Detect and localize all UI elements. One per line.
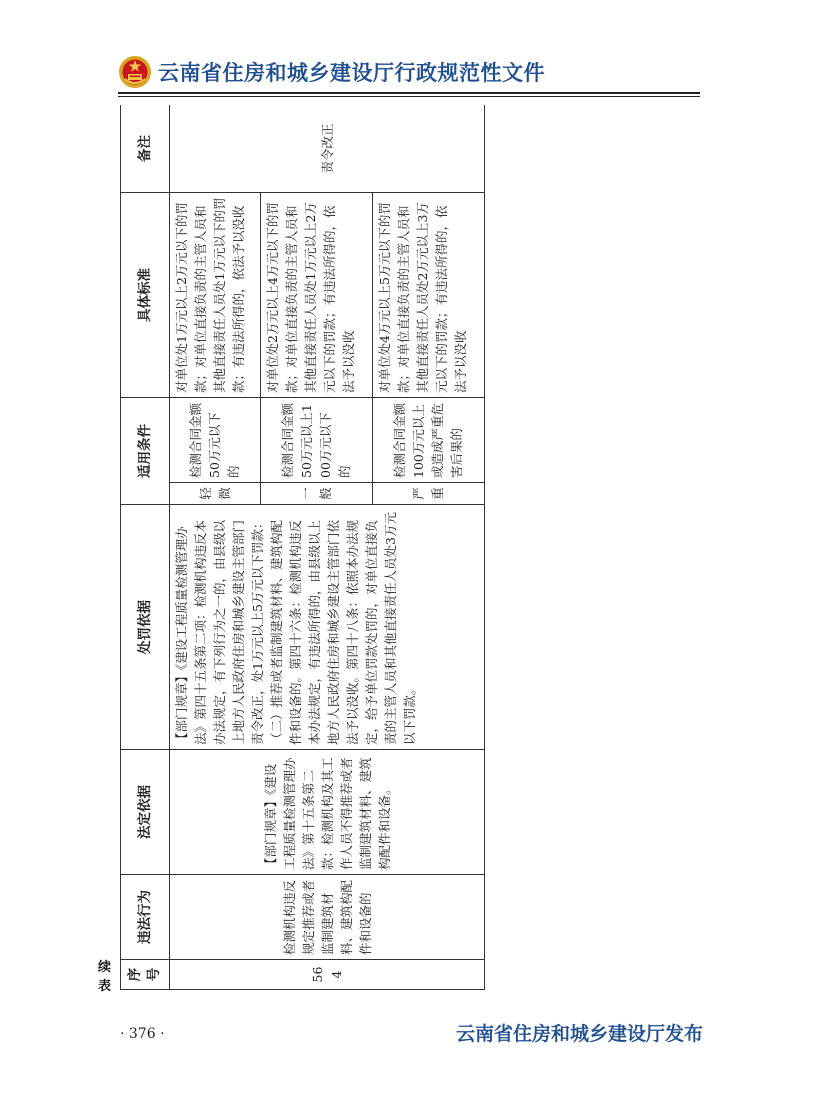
publisher-label: 云南省住房和城乡建设厅发布 bbox=[456, 1023, 704, 1045]
header-condition: 适用条件 bbox=[121, 398, 170, 505]
cell-penalty-basis: 【部门规章】《建设工程质量检测管理办法》第四十五条第二项：检测机构违反本办法规定，有下列行为之一的，由县级以上地方人民政府住房和城乡建设主管部门责令改正，处1万元以上5万元以下罚款：（二）推荐或者监制建筑材料、建筑构配件和设备的。第四十六条：检测机构违反本办法规定，有违法所得的，由县级以上地方人民政府住房和城乡建设主管部门依法予以没收。第四十八条：依照本办法规定，给予单位罚款处罚的，对单位直接负责的主管人员和其他直接责任人员处3万元以下罚款。 bbox=[170, 505, 485, 750]
cell-condition: 检测合同金额100万元以上或造成严重危害后果的 bbox=[372, 398, 484, 483]
rotated-table-container bbox=[120, 105, 485, 990]
table-continued-label bbox=[98, 956, 120, 994]
document-header bbox=[118, 52, 545, 92]
header-violation: 违法行为 bbox=[121, 875, 170, 960]
cell-seq: 564 bbox=[170, 960, 485, 990]
cell-standard: 对单位处4万元以上5万元以下的罚款；对单位直接负责的主管人员和其他直接责任人员处2万元以上3万元以下的罚款；有违法所得的，依法予以没收 bbox=[372, 193, 484, 398]
table-caption-char: 表 bbox=[98, 979, 112, 994]
cell-severity: 一般 bbox=[260, 483, 372, 505]
cell-remark: 责令改正 bbox=[170, 105, 485, 193]
header-penalty-basis: 处罚依据 bbox=[121, 505, 170, 750]
page-title: 云南省住房和城乡建设厅行政规范性文件 bbox=[158, 61, 545, 85]
penalty-table bbox=[120, 105, 485, 990]
cell-condition: 检测合同金额50万元以上100万元以下的 bbox=[260, 398, 372, 483]
cell-severity: 轻微 bbox=[170, 483, 261, 505]
header-rule bbox=[118, 92, 700, 94]
cell-condition: 检测合同金额50万元以下的 bbox=[170, 398, 261, 483]
cell-violation: 检测机构违反规定推荐或者监制建筑材料、建筑构配件和设备的 bbox=[170, 875, 485, 960]
table-header-row bbox=[121, 105, 170, 990]
header-legal-basis: 法定依据 bbox=[121, 750, 170, 875]
table-caption-char: 续 bbox=[98, 960, 112, 975]
cell-standard: 对单位处2万元以上4万元以下的罚款；对单位直接负责的主管人员和其他直接责任人员处1万元以上2万元以下的罚款；有违法所得的，依法予以没收 bbox=[260, 193, 372, 398]
cell-severity: 严重 bbox=[372, 483, 484, 505]
page-number: · 376 · bbox=[120, 1026, 165, 1042]
header-rule-thin bbox=[118, 96, 700, 97]
national-emblem-icon bbox=[118, 55, 152, 89]
header-standard: 具体标准 bbox=[121, 193, 170, 398]
header-remark: 备注 bbox=[121, 105, 170, 193]
cell-standard: 对单位处1万元以上2万元以下的罚款；对单位直接负责的主管人员和其他直接责任人员处1万元以下的罚款；有违法所得的，依法予以没收 bbox=[170, 193, 261, 398]
cell-legal-basis: 【部门规章】《建设工程质量检测管理办法》第十五条第二款：检测机构及其工作人员不得推荐或者监制建筑材料、建筑构配件和设备。 bbox=[170, 750, 485, 875]
table-row bbox=[170, 105, 261, 990]
header-seq: 序号 bbox=[121, 960, 170, 990]
